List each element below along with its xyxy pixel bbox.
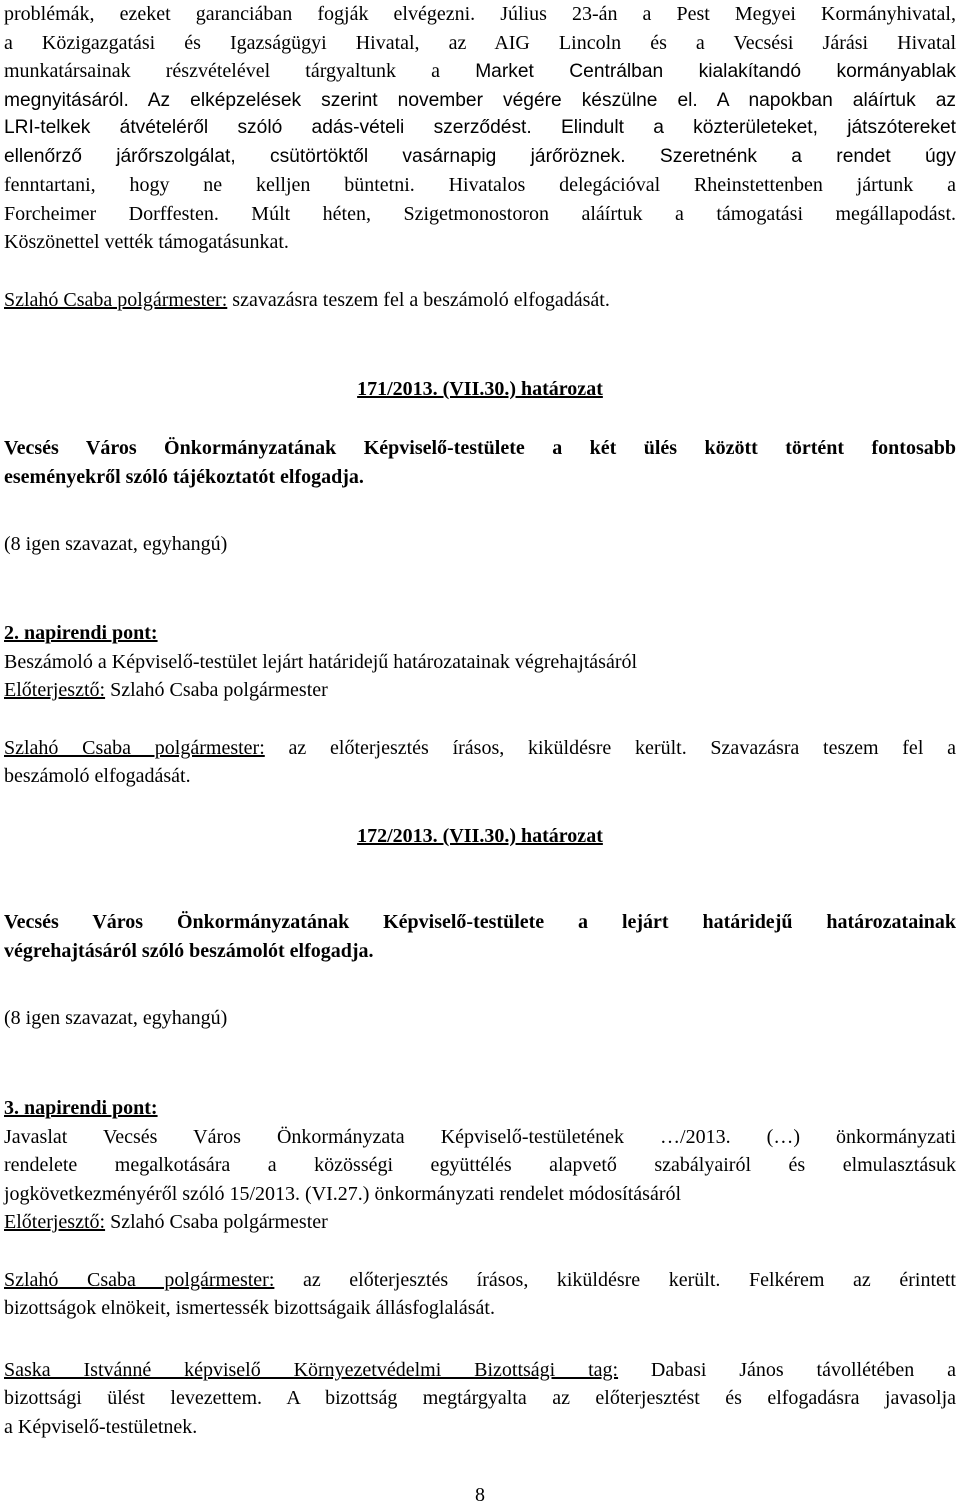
agenda-item-2-speech-line-2: beszámoló elfogadását. <box>4 765 191 787</box>
resolution-text-172-line-1: Vecsés Város Önkormányzatának Képviselő-testülete a lejárt határidejű határozatainak <box>4 911 956 933</box>
vote-statement-1: Szlahó Csaba polgármester: szavazásra teszem fel a beszámoló elfogadását. <box>4 289 610 311</box>
intro-line-8: Forcheimer Dorffesten. Múlt héten, Szigetmonostoron aláírtuk a támogatási megállapodást. <box>4 203 956 225</box>
intro-line-3: munkatársainak részvételével tárgyaltunk a Market Centrálban kialakítandó kormányablak <box>4 60 956 82</box>
agenda-item-3-speech2-line-2: bizottsági ülést levezettem. A bizottság megtárgyalta az előterjesztést és elfogadásra javasolja <box>4 1387 956 1409</box>
resolution-text-171-line-2: eseményekről szóló tájékoztatót elfogadja. <box>4 466 364 488</box>
resolution-vote-172: (8 igen szavazat, egyhangú) <box>4 1007 228 1029</box>
agenda-item-3-speech-line-2: bizottságok elnökeit, ismertessék bizottságaik állásfoglalását. <box>4 1297 495 1319</box>
speaker-name: Szlahó Csaba polgármester: <box>4 737 265 759</box>
intro-line-5: LRI-telkek átvételéről szóló adás-vételi szerződést. Elindult a közterületeket, játszótereket <box>4 117 957 138</box>
resolution-number-171: 171/2013. (VII.30.) határozat <box>357 378 603 400</box>
page-number: 8 <box>475 1484 485 1506</box>
agenda-item-2-heading: 2. napirendi pont: <box>4 622 158 644</box>
intro-line-9: Köszönettel vették támogatásunkat. <box>4 231 289 253</box>
speaker-name: Szlahó Csaba polgármester: <box>4 289 228 311</box>
agenda-item-3-title-line-2: rendelete megalkotására a közösségi együttélés alapvető szabályairól és elmulasztásuk <box>4 1154 956 1176</box>
resolution-vote-171: (8 igen szavazat, egyhangú) <box>4 533 228 555</box>
resolution-number-172: 172/2013. (VII.30.) határozat <box>357 825 603 847</box>
agenda-item-2-title: Beszámoló a Képviselő-testület lejárt határidejű határozatainak végrehajtásáról <box>4 651 638 673</box>
resolution-text-171-line-1: Vecsés Város Önkormányzatának Képviselő-testülete a két ülés között történt fontosabb <box>4 437 956 459</box>
resolution-text-172-line-2: végrehajtásáról szóló beszámolót elfogadja. <box>4 940 374 962</box>
intro-line-6: ellenőrző járőrszolgálat, csütörtöktől vasárnapig járőröznek. Szeretnénk a rendet úgy <box>4 146 956 167</box>
speaker-name: Saska Istvánné képviselő Környezetvédelmi Bizottsági tag: <box>4 1359 619 1381</box>
intro-line-2: a Közigazgatási és Igazságügyi Hivatal, az AIG Lincoln és a Vecsési Járási Hivatal <box>4 32 956 54</box>
agenda-item-3-speech2-line-3: a Képviselő-testületnek. <box>4 1416 198 1438</box>
agenda-item-3-heading: 3. napirendi pont: <box>4 1097 158 1119</box>
agenda-item-3-speech2-line-1: Saska Istvánné képviselő Környezetvédelmi Bizottsági tag: Dabasi János távollétében a <box>4 1359 957 1381</box>
intro-line-7: fenntartani, hogy ne kelljen büntetni. Hivatalos delegációval Rheinstettenben jártunk a <box>4 174 957 196</box>
agenda-item-3-presenter: Előterjesztő: Szlahó Csaba polgármester <box>4 1211 328 1233</box>
speaker-name: Szlahó Csaba polgármester: <box>4 1269 275 1291</box>
agenda-item-2-speech-line-1: Szlahó Csaba polgármester: az előterjesztés írásos, kiküldésre került. Szavazásra teszem fel a <box>4 737 956 759</box>
intro-line-4: megnyitásáról. Az elképzelések szerint november végére készülne el. A napokban aláírtuk az <box>4 90 956 111</box>
intro-line-1: problémák, ezeket garanciában fogják elvégezni. Július 23-án a Pest Megyei Kormányhivatal, <box>4 3 956 25</box>
agenda-item-3-title-line-1: Javaslat Vecsés Város Önkormányzata Képviselő-testületének …/2013. (…) önkormányzati <box>4 1126 956 1148</box>
agenda-item-3-title-line-3: jogkövetkezményéről szóló 15/2013. (VI.27.) önkormányzati rendelet módosításáról <box>4 1183 682 1205</box>
agenda-item-3-speech-line-1: Szlahó Csaba polgármester: az előterjesztés írásos, kiküldésre került. Felkérem az érintett <box>4 1269 956 1291</box>
agenda-item-2-presenter: Előterjesztő: Szlahó Csaba polgármester <box>4 679 328 701</box>
